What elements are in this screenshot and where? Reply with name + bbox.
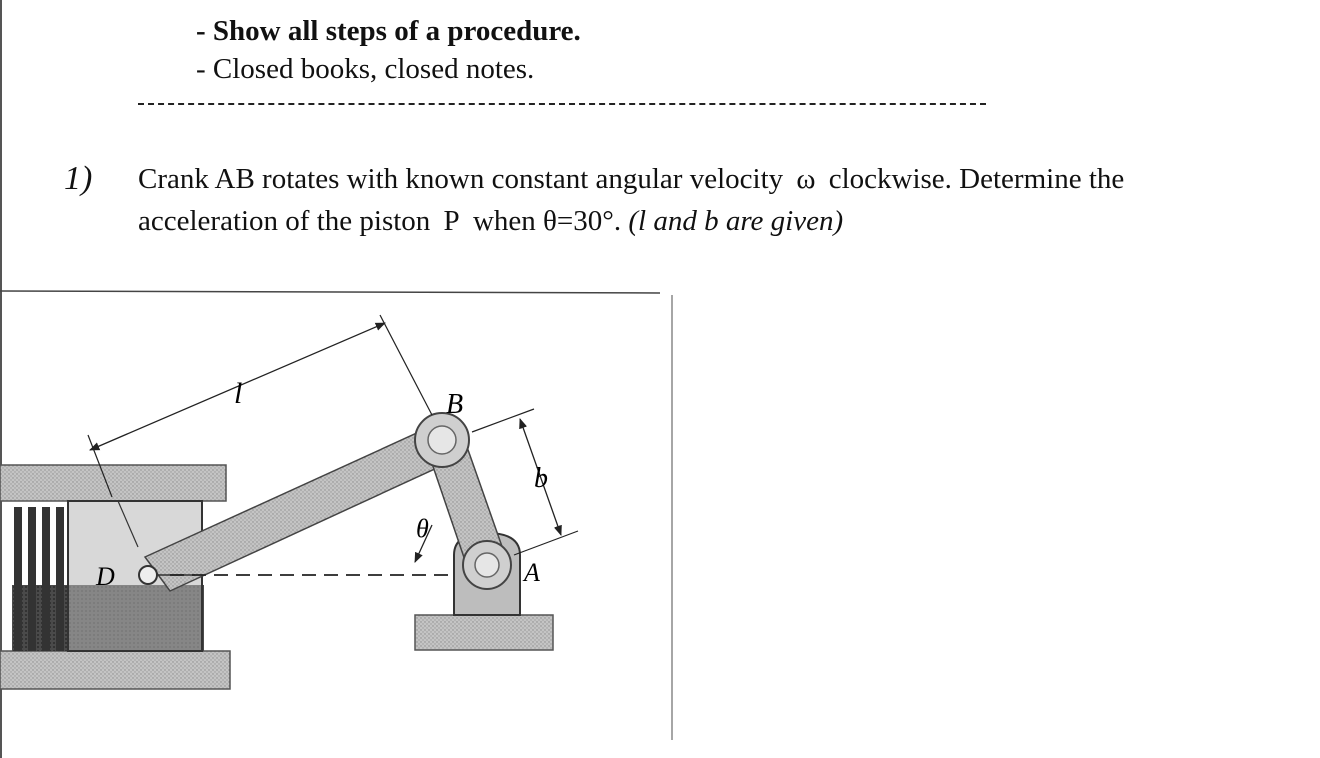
problem-line-1	[138, 158, 1288, 200]
problem-text-part3: acceleration of the piston	[138, 205, 431, 237]
instruction-closed-books: - Closed books, closed notes.	[196, 53, 535, 85]
problem-text-part4: when	[472, 205, 536, 237]
dimension-b-ext-a	[514, 531, 578, 555]
omega-symbol: ω	[796, 163, 816, 195]
dashed-divider	[138, 103, 986, 105]
dimension-b-ext-b	[472, 409, 534, 432]
problem-statement	[138, 158, 1288, 242]
dimension-l-ext-b	[380, 315, 432, 415]
problem-text-part2: clockwise. Determine the	[828, 163, 1125, 195]
piston-symbol: P	[443, 205, 460, 237]
given-note: (l and b are given)	[628, 205, 844, 237]
label-b-point: B	[446, 389, 464, 420]
cylinder-top-wall	[0, 465, 226, 501]
label-l: l	[234, 377, 243, 410]
problem-number: 1)	[64, 160, 93, 197]
problem-line-2	[138, 200, 1288, 242]
mechanism-figure	[0, 285, 680, 745]
ground-base	[415, 615, 553, 650]
label-theta: θ	[416, 514, 429, 543]
exam-instructions	[196, 12, 581, 88]
problem-text-part1: Crank AB rotates with known constant angular velocity	[138, 163, 784, 195]
wrist-pin-d	[139, 566, 157, 584]
theta-condition: θ=30°.	[543, 205, 622, 237]
label-a: A	[524, 558, 540, 587]
figure-top-border	[0, 291, 660, 293]
joint-a-pin	[475, 553, 499, 577]
cylinder-bottom-wall	[0, 651, 230, 689]
joint-b-pin	[428, 426, 456, 454]
instruction-show-steps: - Show all steps of a procedure.	[196, 15, 581, 47]
label-d: D	[96, 562, 115, 591]
label-b-length: b	[534, 463, 548, 494]
